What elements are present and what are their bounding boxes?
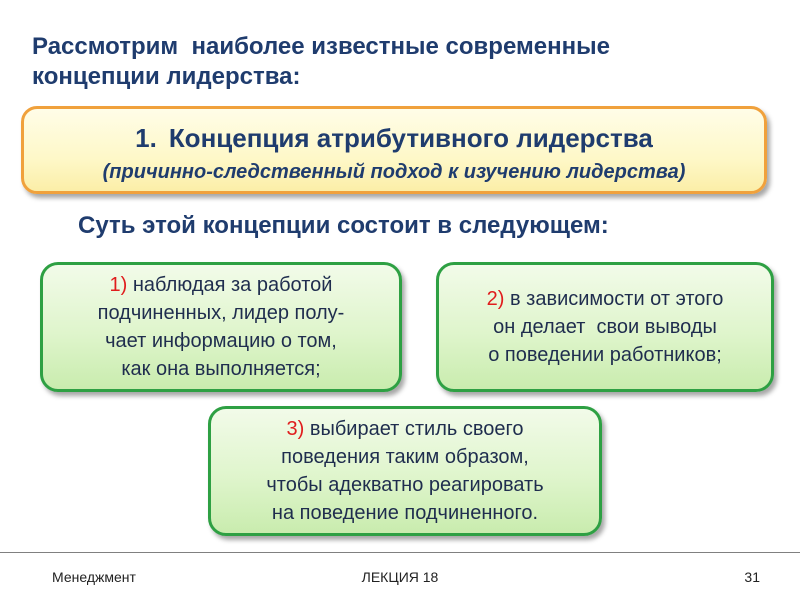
footer-page-number: 31 — [744, 569, 760, 585]
concept-number: 1. — [135, 123, 157, 153]
point-3-line-4: на поведение подчиненного. — [271, 502, 539, 524]
concept-heading — [24, 122, 764, 154]
point-2-number: 2) — [486, 288, 505, 310]
slide-title-line-1: Рассмотрим наиболее известные современные — [32, 33, 610, 60]
point-1-line — [110, 271, 333, 299]
essence-heading: Суть этой концепции состоит в следующем: — [78, 212, 609, 239]
point-3-number: 3) — [286, 418, 305, 440]
concept-heading-text: Концепция атрибутивного лидерства — [168, 123, 653, 153]
point-2-line-2: он делает свои выводы — [493, 316, 717, 338]
concept-box — [21, 106, 767, 194]
point-3-line-1: выбирает стиль своего — [309, 418, 524, 440]
point-box-1 — [40, 262, 402, 392]
point-3-line-3: чтобы адекватно реагировать — [266, 474, 544, 496]
point-box-2 — [436, 262, 774, 392]
point-2-line — [487, 285, 724, 313]
slide-title-line-2: концепции лидерства: — [32, 63, 301, 90]
concept-subtitle: (причинно-следственный подход к изучению лидерства) — [102, 161, 686, 183]
slide-title — [32, 32, 732, 92]
point-1-line-4: как она выполняется; — [121, 358, 321, 380]
point-box-3 — [208, 406, 602, 536]
point-1-line-2: подчиненных, лидер полу- — [97, 302, 345, 324]
point-3-line-2: поведения таким образом, — [281, 446, 529, 468]
footer-lecture: ЛЕКЦИЯ 18 — [361, 569, 439, 585]
footer-course: Менеджмент — [52, 569, 136, 585]
point-3-line — [286, 415, 523, 443]
point-1-line-3: чает информацию о том, — [105, 330, 337, 352]
point-1-line-1: наблюдая за работой — [132, 274, 333, 296]
point-1-number: 1) — [109, 274, 128, 296]
point-2-line-1: в зависимости от этого — [509, 288, 724, 310]
footer-divider — [0, 552, 800, 553]
point-2-line-3: о поведении работников; — [488, 344, 722, 366]
